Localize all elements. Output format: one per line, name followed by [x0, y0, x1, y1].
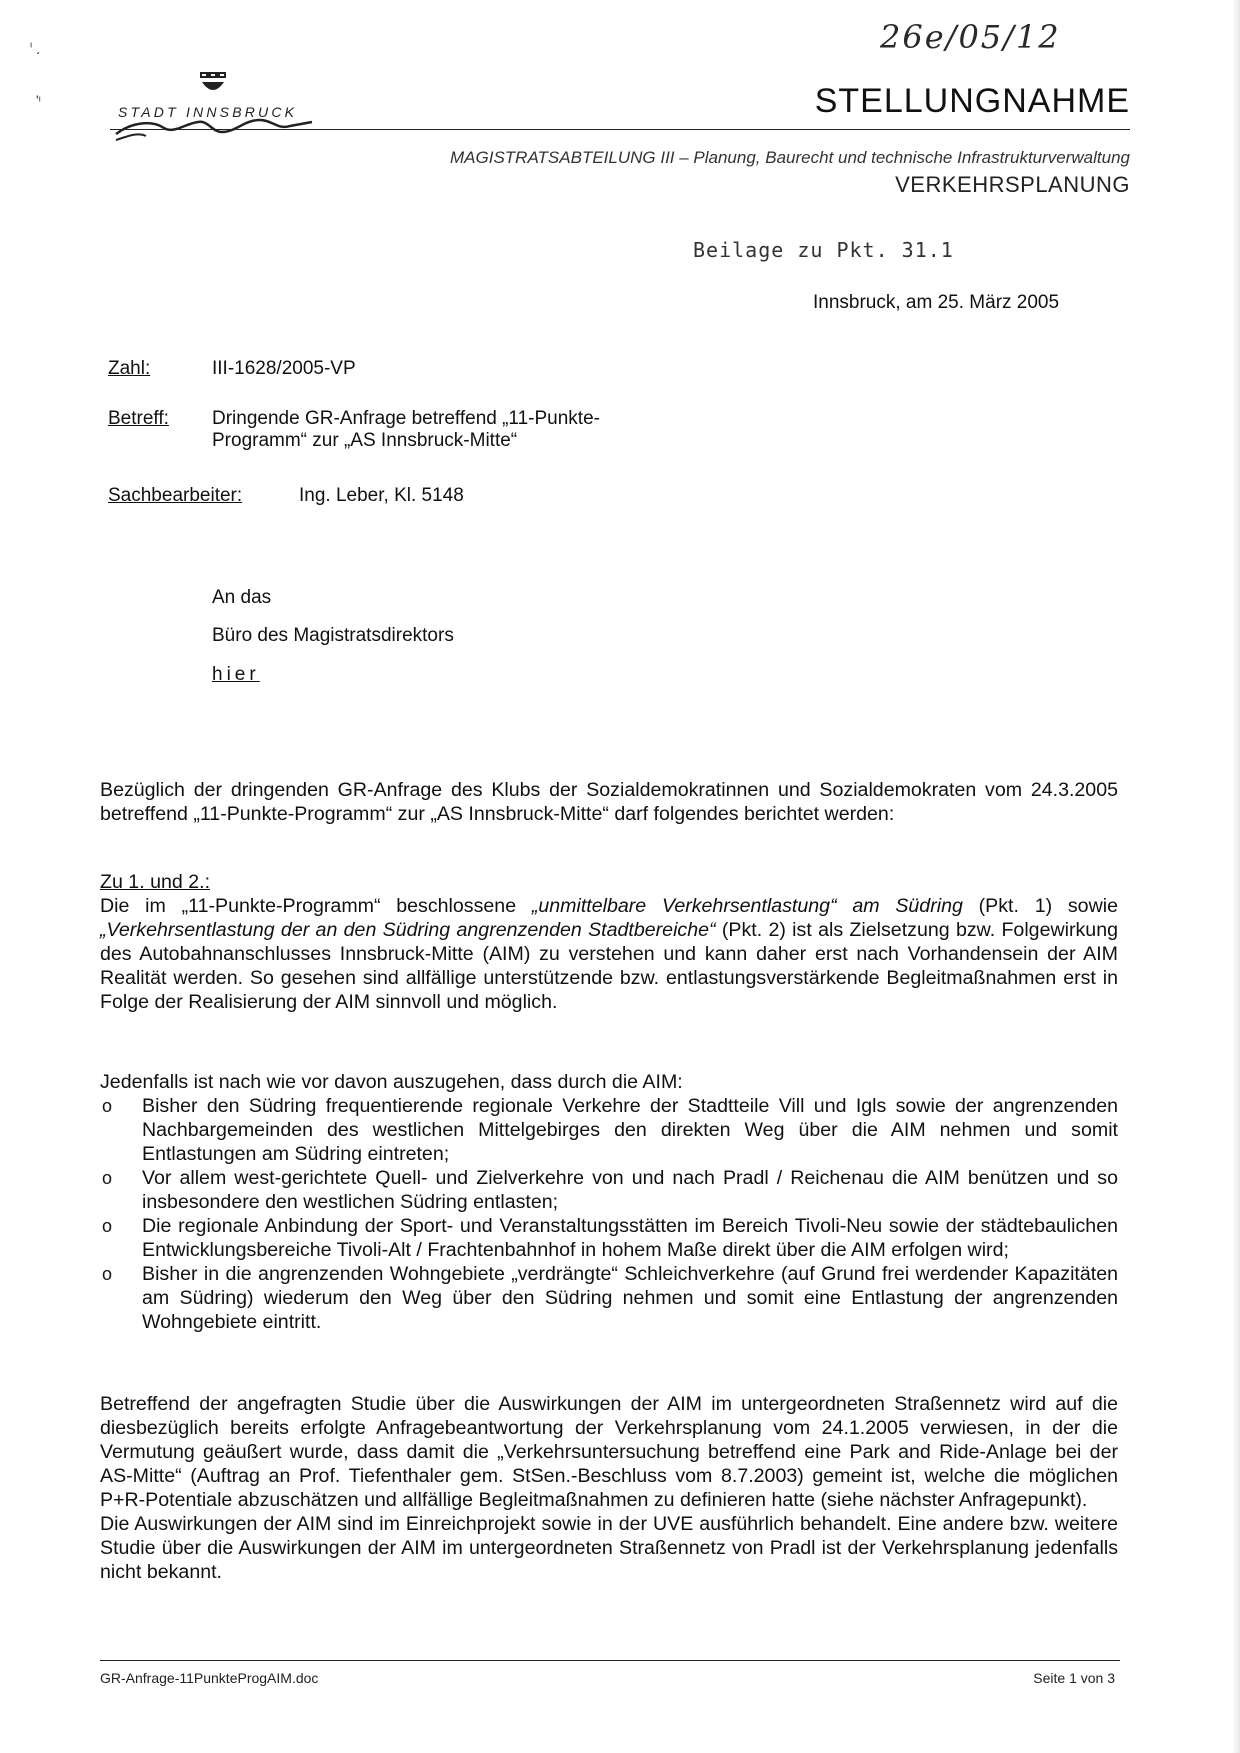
- address-line-2: Büro des Magistratsdirektors: [212, 625, 454, 646]
- header-divider: [110, 129, 1130, 130]
- city-logo-text: STADT INNSBRUCK: [118, 104, 298, 120]
- sachbearbeiter-label-text: Sachbearbeiter:: [108, 485, 243, 506]
- bullet-marker: o: [102, 1216, 113, 1236]
- sachbearbeiter-value: Ing. Leber, Kl. 5148: [299, 485, 464, 506]
- bullet-list: [100, 1094, 1118, 1334]
- zahl-label-text: Zahl:: [108, 358, 151, 379]
- p1-part-b: (Pkt. 1) sowie: [962, 895, 1118, 917]
- body-intro: [100, 778, 1118, 826]
- list-item: [100, 1166, 1118, 1214]
- footer-divider: [100, 1660, 1120, 1661]
- document-date: Innsbruck, am 25. März 2005: [813, 292, 1060, 313]
- paragraph-1: [100, 894, 1118, 1014]
- address-hier: hier: [212, 664, 260, 685]
- p1-emphasis-1: „unmittelbare Verkehrsentlastung“ am Südring: [531, 895, 963, 917]
- scan-artifact: 'ᶦ: [36, 92, 41, 108]
- footer-page-number: Seite 1 von 3: [1033, 1670, 1115, 1686]
- list-item: [100, 1262, 1118, 1334]
- document-title: STELLUNGNAHME: [814, 82, 1130, 120]
- bullet-marker: o: [102, 1096, 113, 1116]
- scan-artifact: ᶦ ͵: [30, 38, 41, 54]
- list-item-text: Bisher den Südring frequentierende regionale Verkehre der Stadtteile Vill und Igls sowie der angrenzenden Nachbargemeinden des westlichen Mittelgebirges den direkten Weg über die AIM nehmen und somit Entlastungen am Südring eintreten;: [142, 1095, 1118, 1165]
- attachment-stamp: Beilage zu Pkt. 31.1: [693, 238, 954, 262]
- bullet-marker: o: [102, 1264, 113, 1284]
- section-heading: Zu 1. und 2.:: [100, 871, 211, 893]
- address-line-1: An das: [212, 587, 272, 608]
- paragraph-2: Betreffend der angefragten Studie über die Auswirkungen der AIM im untergeordneten Straßennetz wird auf die diesbezüglich bereits erfolgte Anfragebeantwortung der Verkehrsplanung vom 24.1.2005 verwiesen, in der die Vermutung geäußert wurde, dass damit die „Verkehrsuntersuchung betreffend eine Park and Ride-Anlage bei der AS-Mitte“ (Auftrag an Prof. Tiefenthaler gem. StSen.-Beschluss vom 8.7.2003) gemeint ist, welche die möglichen P+R-Potentiale abzuschätzen und allfällige Begleitmaßnahmen zu definieren hatte (siehe nächster Anfragepunkt).: [100, 1393, 1118, 1511]
- bullet-intro: Jedenfalls ist nach wie vor davon auszugehen, dass durch die AIM:: [100, 1071, 683, 1093]
- department-name: VERKEHRSPLANUNG: [895, 172, 1130, 197]
- list-item-text: Die regionale Anbindung der Sport- und Veranstaltungsstätten im Bereich Tivoli-Neu sowie der städtebaulichen Entwicklungsbereiche Tivoli-Alt / Frachtenbahnhof in hohem Maße direkt über die AIM erfolgen wird;: [142, 1215, 1118, 1261]
- betreff-line-2: Programm“ zur „AS Innsbruck-Mitte“: [212, 430, 518, 451]
- footer-filename: GR-Anfrage-11PunkteProgAIM.doc: [100, 1670, 319, 1686]
- bullet-marker: o: [102, 1168, 113, 1188]
- betreff-label: [108, 408, 169, 430]
- closing-paragraphs: [100, 1392, 1118, 1584]
- handwritten-reference-note: 26e/05/12: [880, 18, 1061, 56]
- zahl-value: III-1628/2005-VP: [212, 358, 356, 379]
- list-item: [100, 1214, 1118, 1262]
- zahl-label: [108, 358, 150, 380]
- department-line: MAGISTRATSABTEILUNG III – Planung, Baurecht und technische Infrastrukturverwaltung: [450, 148, 1130, 167]
- section-1-2: [100, 870, 1118, 1014]
- list-item-text: Vor allem west-gerichtete Quell- und Zielverkehre von und nach Pradl / Reichenau die AIM benützen und so insbesondere den westlichen Südring entlasten;: [142, 1167, 1118, 1213]
- betreff-label-text: Betreff:: [108, 408, 169, 429]
- list-item: [100, 1094, 1118, 1166]
- p1-part-c: (Pkt. 2) ist als Zielsetzung bzw. Folgewirkung des Autobahnanschlusses Innsbruck-Mitte (AIM) zu verstehen und kann daher erst nach Vorhandensein der AIM Realität werden. So gesehen sind allfällige unterstützende bzw. entlastungsverstärkende Begleitmaßnahmen erst in Folge der Realisierung der AIM sinnvoll und möglich.: [100, 919, 1118, 1013]
- p1-part-a: Die im „11-Punkte-Programm“ beschlossene: [100, 895, 532, 917]
- address-line-3: [212, 664, 260, 686]
- intro-paragraph: Bezüglich der dringenden GR-Anfrage des Klubs der Sozialdemokratinnen und Sozialdemokraten vom 24.3.2005 betreffend „11-Punkte-Programm“ zur „AS Innsbruck-Mitte“ darf folgendes berichtet werden:: [100, 779, 1118, 825]
- list-item-text: Bisher in die angrenzenden Wohngebiete „verdrängte“ Schleichverkehre (auf Grund frei werdender Kapazitäten am Südring) wiederum den Weg über den Südring nehmen und somit eine Entlastung der angrenzenden Wohngebiete eintritt.: [142, 1263, 1118, 1333]
- sachbearbeiter-label: [108, 485, 242, 507]
- betreff-line-1: Dringende GR-Anfrage betreffend „11-Punkte-: [212, 408, 600, 429]
- scan-edge-shadow: [1232, 0, 1240, 1753]
- p1-emphasis-2: „Verkehrsentlastung der an den Südring angrenzenden Stadtbereiche“: [100, 919, 716, 941]
- paragraph-3: Die Auswirkungen der AIM sind im Einreichprojekt sowie in der UVE ausführlich behandelt. Eine andere bzw. weitere Studie über die Auswirkungen der AIM im untergeordneten Straßennetz von Pradl ist der Verkehrsplanung jedenfalls nicht bekannt.: [100, 1513, 1118, 1583]
